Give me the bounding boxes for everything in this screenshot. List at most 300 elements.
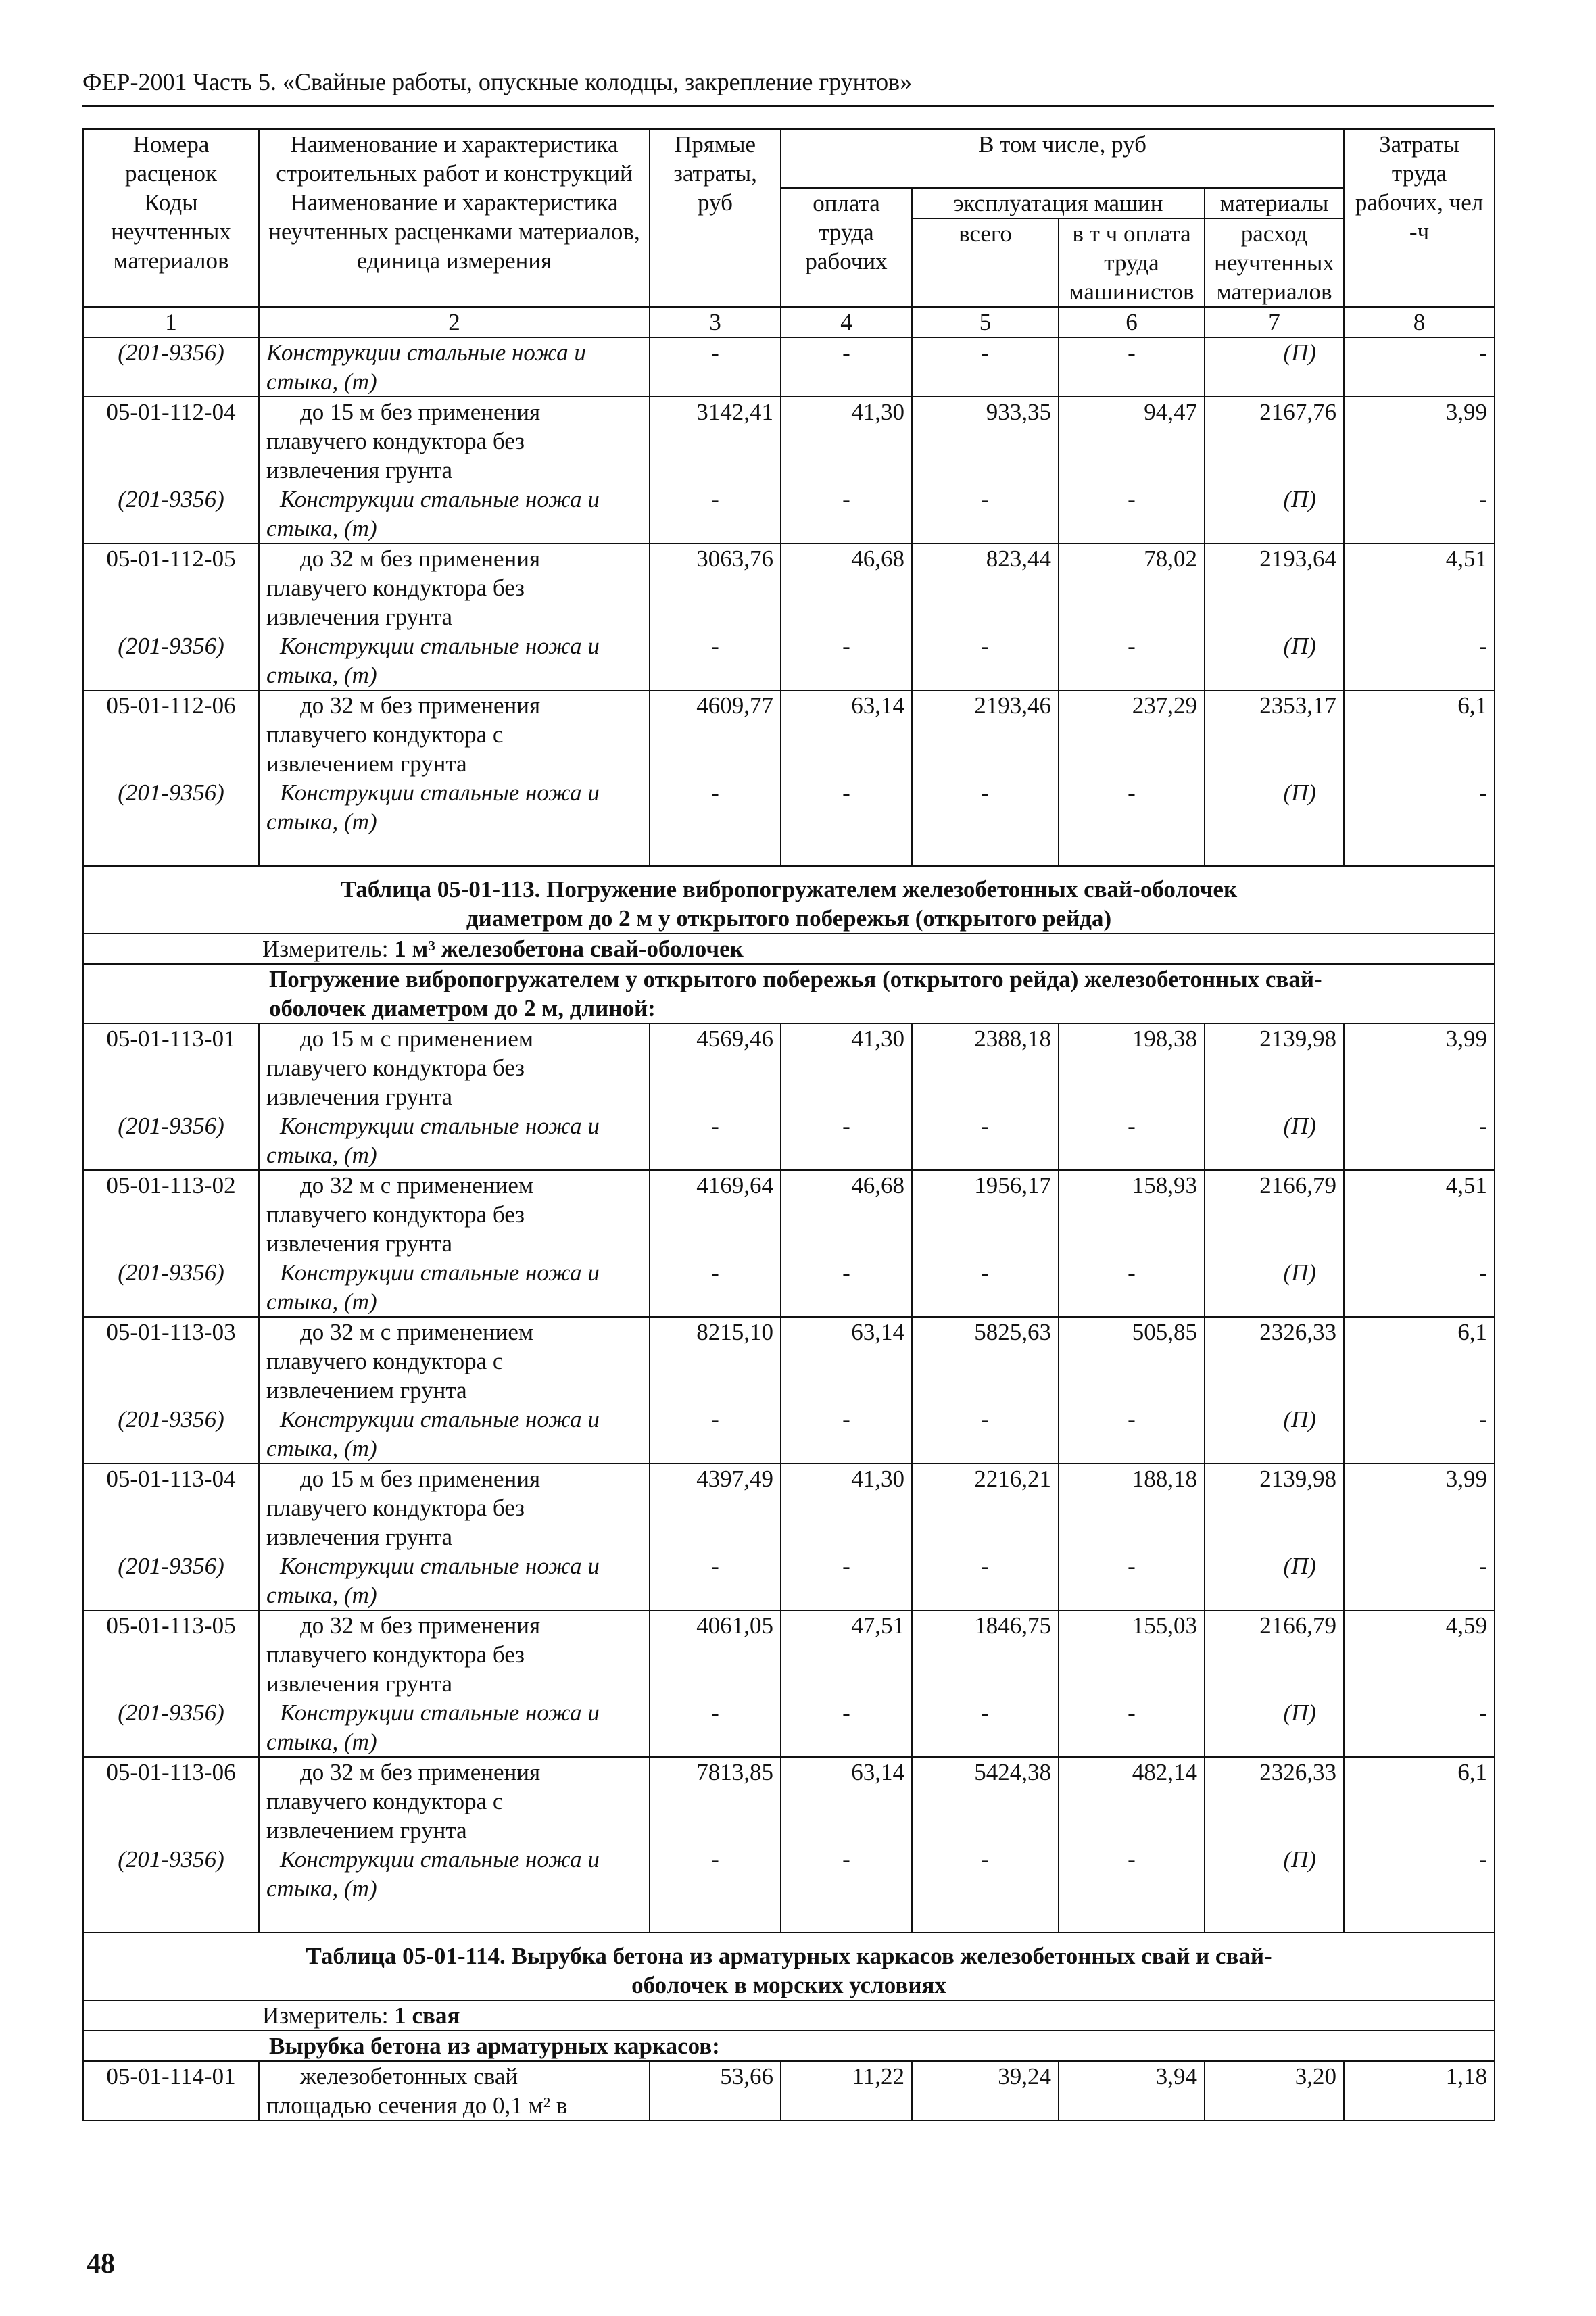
material-name-line: Конструкции стальные ножа и xyxy=(280,1113,600,1139)
material-name-line: Конструкции стальные ножа и xyxy=(280,1846,600,1873)
labor-cell xyxy=(1344,1757,1495,1933)
work-description xyxy=(259,544,650,690)
wages-cell: - xyxy=(781,337,912,397)
section-title-line: оболочек в морских условиях xyxy=(631,1972,946,1998)
labor-cell: - xyxy=(1344,337,1495,397)
materials-cell: 3,20 xyxy=(1205,2061,1344,2121)
work-line: извлечением грунта xyxy=(266,750,467,777)
wages-cell xyxy=(781,397,912,544)
material-name-line: Конструкции стальные ножа и xyxy=(266,339,586,366)
machines-value: 2193,46 xyxy=(974,692,1051,719)
direct-value: 4061,05 xyxy=(696,1612,773,1639)
operators-cell xyxy=(1059,1610,1205,1757)
dash-cell: - xyxy=(1128,633,1136,659)
column-number: 2 xyxy=(259,307,650,337)
material-code: (201-9356) xyxy=(118,633,224,659)
work-line: плавучего кондуктора без xyxy=(266,1055,525,1081)
operators-value: 482,14 xyxy=(1132,1759,1197,1785)
materials-value: 2326,33 xyxy=(1259,1319,1337,1345)
direct-cell xyxy=(650,397,781,544)
machines-cell xyxy=(912,1023,1059,1170)
table-row xyxy=(83,1170,1495,1317)
dash-cell: - xyxy=(842,779,850,806)
labor-value: 6,1 xyxy=(1457,1319,1488,1345)
labor-value: 3,99 xyxy=(1445,1026,1488,1052)
materials-value: 2326,33 xyxy=(1259,1759,1337,1785)
labor-cell xyxy=(1344,1464,1495,1610)
materials-mark: (П) xyxy=(1283,1259,1317,1286)
column-header-row-1 xyxy=(83,129,1495,188)
unit-row xyxy=(83,2000,1495,2031)
material-name-line: стыка, (т) xyxy=(266,515,377,541)
materials-cell xyxy=(1205,1023,1344,1170)
table-row xyxy=(83,544,1495,690)
rate-code xyxy=(83,1464,259,1610)
group-title-row xyxy=(83,2031,1495,2061)
header-rule xyxy=(82,105,1494,107)
section-title-line: диаметром до 2 м у открытого побережья (открытого рейда) xyxy=(466,905,1112,932)
work-line: до 15 м без применения xyxy=(300,399,541,425)
machines-value: 933,35 xyxy=(986,399,1051,425)
work-description xyxy=(259,2061,650,2121)
operators-cell xyxy=(1059,1757,1205,1933)
material-name-line: стыка, (т) xyxy=(266,368,377,395)
column-number: 1 xyxy=(83,307,259,337)
operators-cell xyxy=(1059,690,1205,866)
materials-mark: (П) xyxy=(1283,1113,1317,1139)
table-row xyxy=(83,1464,1495,1610)
wages-cell xyxy=(781,1023,912,1170)
dash-cell: - xyxy=(1479,779,1488,806)
material-code: (201-9356) xyxy=(118,1846,224,1873)
wages-value: 63,14 xyxy=(851,1319,904,1345)
unit-value: 1 м³ железобетона свай-оболочек xyxy=(394,936,744,962)
work-description xyxy=(259,1464,650,1610)
material-name-line: стыка, (т) xyxy=(266,1435,377,1462)
dash-cell: - xyxy=(1128,486,1136,512)
dash-cell: - xyxy=(1128,1259,1136,1286)
col-operators-wages-header: в т ч оплата труда машинистов xyxy=(1059,218,1205,307)
operators-value: 155,03 xyxy=(1132,1612,1197,1639)
direct-cell xyxy=(650,1170,781,1317)
direct-cell xyxy=(650,1610,781,1757)
materials-value: 2193,64 xyxy=(1259,546,1337,572)
direct-cell xyxy=(650,1757,781,1933)
machines-value: 1956,17 xyxy=(974,1172,1051,1199)
material-name-line: стыка, (т) xyxy=(266,1875,377,1902)
table-row xyxy=(83,690,1495,866)
column-number: 4 xyxy=(781,307,912,337)
labor-value: 6,1 xyxy=(1457,1759,1488,1785)
wages-cell xyxy=(781,1757,912,1933)
materials-value: 2166,79 xyxy=(1259,1612,1337,1639)
wages-cell xyxy=(781,1610,912,1757)
direct-cell xyxy=(650,1464,781,1610)
materials-mark: (П) xyxy=(1283,486,1317,512)
material-name xyxy=(259,337,650,397)
direct-value: 3142,41 xyxy=(696,399,773,425)
col-wages-header: оплата труда рабочих xyxy=(781,188,912,307)
col-work-name-header: Наименование и характеристика строительных работ и конструкций xyxy=(259,129,650,188)
table-row xyxy=(83,337,1495,397)
material-code: (201-9356) xyxy=(118,1699,224,1726)
operators-cell xyxy=(1059,544,1205,690)
dash-cell: - xyxy=(1479,1553,1488,1579)
rate-code xyxy=(83,690,259,866)
dash-cell: - xyxy=(711,1113,719,1139)
material-name-line: Конструкции стальные ножа и xyxy=(280,1699,600,1726)
wages-value: 47,51 xyxy=(851,1612,904,1639)
direct-value: 8215,10 xyxy=(696,1319,773,1345)
materials-value: 2139,98 xyxy=(1259,1466,1337,1492)
wages-value: 41,30 xyxy=(851,1466,904,1492)
dash-cell: - xyxy=(711,1406,719,1432)
dash-cell: - xyxy=(1479,1846,1488,1873)
direct-cell xyxy=(650,544,781,690)
labor-value: 6,1 xyxy=(1457,692,1488,719)
running-header: ФЕР-2001 Часть 5. «Свайные работы, опускные колодцы, закрепление грунтов» xyxy=(82,68,913,95)
work-line: площадью сечения до 0,1 м² в xyxy=(266,2092,568,2119)
column-number: 5 xyxy=(912,307,1059,337)
materials-value: 2353,17 xyxy=(1259,692,1337,719)
work-line: плавучего кондуктора с xyxy=(266,1348,504,1374)
section-title-row xyxy=(83,866,1495,934)
rate-code: 05-01-114-01 xyxy=(83,2061,259,2121)
dash-cell: - xyxy=(711,1553,719,1579)
machines-cell xyxy=(912,1464,1059,1610)
dash-cell: - xyxy=(842,1553,850,1579)
wages-cell: 11,22 xyxy=(781,2061,912,2121)
work-line: до 32 м без применения xyxy=(300,546,541,572)
dash-cell: - xyxy=(1479,633,1488,659)
material-name-line: стыка, (т) xyxy=(266,1729,377,1755)
group-title-line: Погружение вибропогружателем у открытого побережья (открытого рейда) железобетонных свай- xyxy=(269,966,1322,992)
rate-code-value: 05-01-112-05 xyxy=(106,546,236,572)
materials-mark: (П) xyxy=(1283,633,1317,659)
dash-cell: - xyxy=(842,633,850,659)
direct-value: 4169,64 xyxy=(696,1172,773,1199)
dash-cell: - xyxy=(842,1699,850,1726)
table-row xyxy=(83,1757,1495,1933)
wages-value: 63,14 xyxy=(851,692,904,719)
wages-cell xyxy=(781,690,912,866)
dash-cell: - xyxy=(711,1699,719,1726)
unit-label: Измеритель: xyxy=(262,2002,395,2029)
work-description xyxy=(259,1317,650,1464)
dash-cell: - xyxy=(1479,486,1488,512)
group-title: Вырубка бетона из арматурных каркасов: xyxy=(83,2031,1495,2061)
material-name-line: стыка, (т) xyxy=(266,1288,377,1315)
dash-cell: - xyxy=(1128,779,1136,806)
work-line: до 32 м с применением xyxy=(300,1172,534,1199)
materials-cell xyxy=(1205,397,1344,544)
material-name-line: стыка, (т) xyxy=(266,1142,377,1168)
work-line: до 32 м без применения xyxy=(300,1759,541,1785)
operators-value: 505,85 xyxy=(1132,1319,1197,1345)
material-name-line: Конструкции стальные ножа и xyxy=(280,1406,600,1432)
labor-cell xyxy=(1344,397,1495,544)
materials-mark: (П) xyxy=(1283,1846,1317,1873)
dash-cell: - xyxy=(1479,1699,1488,1726)
column-number: 8 xyxy=(1344,307,1495,337)
col-labor-header: Затраты труда рабочих, чел -ч xyxy=(1344,129,1495,307)
work-description xyxy=(259,1170,650,1317)
direct-cell xyxy=(650,690,781,866)
work-line: до 15 м без применения xyxy=(300,1466,541,1492)
material-code: (201-9356) xyxy=(118,1553,224,1579)
operators-cell: 3,94 xyxy=(1059,2061,1205,2121)
section-title xyxy=(83,866,1495,934)
dash-cell: - xyxy=(1479,1113,1488,1139)
dash-cell: - xyxy=(981,1699,990,1726)
operators-value: 198,38 xyxy=(1132,1026,1197,1052)
labor-cell xyxy=(1344,1610,1495,1757)
col-group-machines-header: эксплуатация машин xyxy=(912,188,1205,218)
machines-cell xyxy=(912,1170,1059,1317)
rate-code-value: 05-01-113-01 xyxy=(106,1026,236,1052)
work-line: извлечения грунта xyxy=(266,457,453,483)
rate-code-value: 05-01-113-02 xyxy=(106,1172,236,1199)
group-title-line: оболочек диаметром до 2 м, длиной: xyxy=(269,995,656,1021)
rate-code-value: 05-01-112-04 xyxy=(106,399,236,425)
machines-value: 5424,38 xyxy=(974,1759,1051,1785)
materials-cell xyxy=(1205,544,1344,690)
col-material-name-header: Наименование и характеристика неучтенных расценками материалов, единица измерения xyxy=(259,188,650,307)
operators-value: 158,93 xyxy=(1132,1172,1197,1199)
labor-cell xyxy=(1344,690,1495,866)
work-line: плавучего кондуктора без xyxy=(266,1201,525,1228)
materials-value: 2167,76 xyxy=(1259,399,1337,425)
labor-cell xyxy=(1344,1023,1495,1170)
machines-value: 2388,18 xyxy=(974,1026,1051,1052)
material-code: (201-9356) xyxy=(118,486,224,512)
unit-label: Измеритель: xyxy=(262,936,395,962)
col-material-codes-header: Коды неучтенных материалов xyxy=(83,188,259,307)
materials-mark: (П) xyxy=(1283,779,1317,806)
material-name-line: Конструкции стальные ножа и xyxy=(280,779,600,806)
rate-code xyxy=(83,544,259,690)
work-description xyxy=(259,1610,650,1757)
col-machines-total-header: всего xyxy=(912,218,1059,307)
work-line: извлечения грунта xyxy=(266,1670,453,1697)
material-name-line: Конструкции стальные ножа и xyxy=(280,633,600,659)
work-line: извлечения грунта xyxy=(266,1230,453,1257)
column-header-row-2 xyxy=(83,188,1495,218)
direct-value: 4397,49 xyxy=(696,1466,773,1492)
machines-value: 2216,21 xyxy=(974,1466,1051,1492)
work-line: извлечением грунта xyxy=(266,1817,467,1843)
operators-value: 188,18 xyxy=(1132,1466,1197,1492)
work-line: плавучего кондуктора без xyxy=(266,428,525,454)
col-materials-expense-header: расход неучтенных материалов xyxy=(1205,218,1344,307)
work-line: железобетонных свай xyxy=(300,2063,518,2090)
machines-value: 5825,63 xyxy=(974,1319,1051,1345)
wages-cell xyxy=(781,1464,912,1610)
work-line: до 32 м с применением xyxy=(300,1319,534,1345)
rate-code xyxy=(83,1317,259,1464)
rate-code xyxy=(83,397,259,544)
work-line: извлечения грунта xyxy=(266,1524,453,1550)
operators-cell: - xyxy=(1059,337,1205,397)
dash-cell: - xyxy=(981,779,990,806)
direct-cell xyxy=(650,1317,781,1464)
work-line: плавучего кондуктора с xyxy=(266,721,504,748)
direct-costs-cell: - xyxy=(650,337,781,397)
machines-cell: 39,24 xyxy=(912,2061,1059,2121)
rate-code-value: 05-01-113-03 xyxy=(106,1319,236,1345)
dash-cell: - xyxy=(842,486,850,512)
col-rate-numbers-header: Номера расценок xyxy=(83,129,259,188)
section-title xyxy=(83,1933,1495,2000)
rate-code xyxy=(83,1170,259,1317)
rate-code-value: 05-01-112-06 xyxy=(106,692,236,719)
dash-cell: - xyxy=(842,1846,850,1873)
machines-value: 1846,75 xyxy=(974,1612,1051,1639)
materials-value: 2166,79 xyxy=(1259,1172,1337,1199)
materials-cell: (П) xyxy=(1205,337,1344,397)
work-line: извлечения грунта xyxy=(266,604,453,630)
material-name-line: стыка, (т) xyxy=(266,1582,377,1608)
work-line: извлечения грунта xyxy=(266,1084,453,1110)
unit-value: 1 свая xyxy=(394,2002,460,2029)
dash-cell: - xyxy=(981,1406,990,1432)
operators-value: 237,29 xyxy=(1132,692,1197,719)
work-description xyxy=(259,1757,650,1933)
materials-mark: (П) xyxy=(1283,1699,1317,1726)
section-title-line: Таблица 05-01-114. Вырубка бетона из арматурных каркасов железобетонных свай и свай- xyxy=(306,1943,1272,1969)
unit-row xyxy=(83,934,1495,964)
material-code: (201-9356) xyxy=(118,1406,224,1432)
materials-cell xyxy=(1205,1757,1344,1933)
direct-value: 4609,77 xyxy=(696,692,773,719)
direct-value: 4569,46 xyxy=(696,1026,773,1052)
labor-value: 3,99 xyxy=(1445,399,1488,425)
dash-cell: - xyxy=(1128,1113,1136,1139)
dash-cell: - xyxy=(981,486,990,512)
dash-cell: - xyxy=(711,633,719,659)
dash-cell: - xyxy=(711,486,719,512)
wages-cell xyxy=(781,544,912,690)
machines-cell xyxy=(912,690,1059,866)
direct-value: 3063,76 xyxy=(696,546,773,572)
column-number-row xyxy=(83,307,1495,337)
dash-cell: - xyxy=(1128,1553,1136,1579)
table-row xyxy=(83,397,1495,544)
dash-cell: - xyxy=(842,1259,850,1286)
materials-value: 2139,98 xyxy=(1259,1026,1337,1052)
labor-value: 4,51 xyxy=(1445,546,1488,572)
table-row xyxy=(83,1610,1495,1757)
operators-cell xyxy=(1059,1464,1205,1610)
labor-cell xyxy=(1344,1170,1495,1317)
labor-value: 3,99 xyxy=(1445,1466,1488,1492)
machines-cell xyxy=(912,1610,1059,1757)
operators-cell xyxy=(1059,397,1205,544)
wages-value: 41,30 xyxy=(851,1026,904,1052)
rate-code xyxy=(83,1757,259,1933)
page-number: 48 xyxy=(87,2248,115,2279)
materials-cell xyxy=(1205,1610,1344,1757)
work-line: плавучего кондуктора без xyxy=(266,1641,525,1668)
wages-value: 46,68 xyxy=(851,546,904,572)
direct-value: 7813,85 xyxy=(696,1759,773,1785)
machines-cell xyxy=(912,397,1059,544)
machines-cell: - xyxy=(912,337,1059,397)
col-group-materials-header: материалы xyxy=(1205,188,1344,218)
labor-cell: 1,18 xyxy=(1344,2061,1495,2121)
operators-cell xyxy=(1059,1023,1205,1170)
material-name-line: Конструкции стальные ножа и xyxy=(280,1553,600,1579)
materials-cell xyxy=(1205,1317,1344,1464)
operators-cell xyxy=(1059,1317,1205,1464)
operators-value: 94,47 xyxy=(1144,399,1197,425)
dash-cell: - xyxy=(1128,1406,1136,1432)
dash-cell: - xyxy=(711,779,719,806)
dash-cell: - xyxy=(842,1406,850,1432)
dash-cell: - xyxy=(981,1846,990,1873)
wages-value: 46,68 xyxy=(851,1172,904,1199)
work-line: до 32 м без применения xyxy=(300,692,541,719)
table-row xyxy=(83,1317,1495,1464)
machines-cell xyxy=(912,1317,1059,1464)
unit-line xyxy=(83,934,1495,964)
section-title-row xyxy=(83,1933,1495,2000)
operators-cell xyxy=(1059,1170,1205,1317)
work-line: извлечением грунта xyxy=(266,1377,467,1403)
material-name-line: Конструкции стальные ножа и xyxy=(280,1259,600,1286)
direct-cell: 53,66 xyxy=(650,2061,781,2121)
labor-value: 4,59 xyxy=(1445,1612,1488,1639)
work-line: плавучего кондуктора с xyxy=(266,1788,504,1814)
table-row xyxy=(83,2061,1495,2121)
dash-cell: - xyxy=(842,1113,850,1139)
materials-cell xyxy=(1205,690,1344,866)
col-direct-costs-header: Прямые затраты, руб xyxy=(650,129,781,307)
machines-value: 823,44 xyxy=(986,546,1051,572)
material-code: (201-9356) xyxy=(118,779,224,806)
operators-value: 78,02 xyxy=(1144,546,1197,572)
materials-mark: (П) xyxy=(1283,1406,1317,1432)
dash-cell: - xyxy=(711,1846,719,1873)
material-code: (201-9356) xyxy=(83,337,259,397)
material-code: (201-9356) xyxy=(118,1259,224,1286)
rate-code xyxy=(83,1610,259,1757)
machines-cell xyxy=(912,544,1059,690)
materials-mark: (П) xyxy=(1283,1553,1317,1579)
material-code: (201-9356) xyxy=(118,1113,224,1139)
direct-cell xyxy=(650,1023,781,1170)
wages-cell xyxy=(781,1170,912,1317)
dash-cell: - xyxy=(1479,1406,1488,1432)
column-number: 7 xyxy=(1205,307,1344,337)
group-title xyxy=(83,964,1495,1023)
work-description xyxy=(259,690,650,866)
material-name-line: Конструкции стальные ножа и xyxy=(280,486,600,512)
wages-value: 41,30 xyxy=(851,399,904,425)
dash-cell: - xyxy=(711,1259,719,1286)
col-group-including-header: В том числе, руб xyxy=(781,129,1344,188)
wages-cell xyxy=(781,1317,912,1464)
rate-code xyxy=(83,1023,259,1170)
dash-cell: - xyxy=(981,1553,990,1579)
unit-line xyxy=(83,2000,1495,2031)
section-title-line: Таблица 05-01-113. Погружение вибропогружателем железобетонных свай-оболочек xyxy=(340,876,1238,902)
rate-code-value: 05-01-113-06 xyxy=(106,1759,236,1785)
rate-code-value: 05-01-113-05 xyxy=(106,1612,236,1639)
labor-value: 4,51 xyxy=(1445,1172,1488,1199)
work-line: плавучего кондуктора без xyxy=(266,575,525,601)
rate-code-value: 05-01-113-04 xyxy=(106,1466,236,1492)
